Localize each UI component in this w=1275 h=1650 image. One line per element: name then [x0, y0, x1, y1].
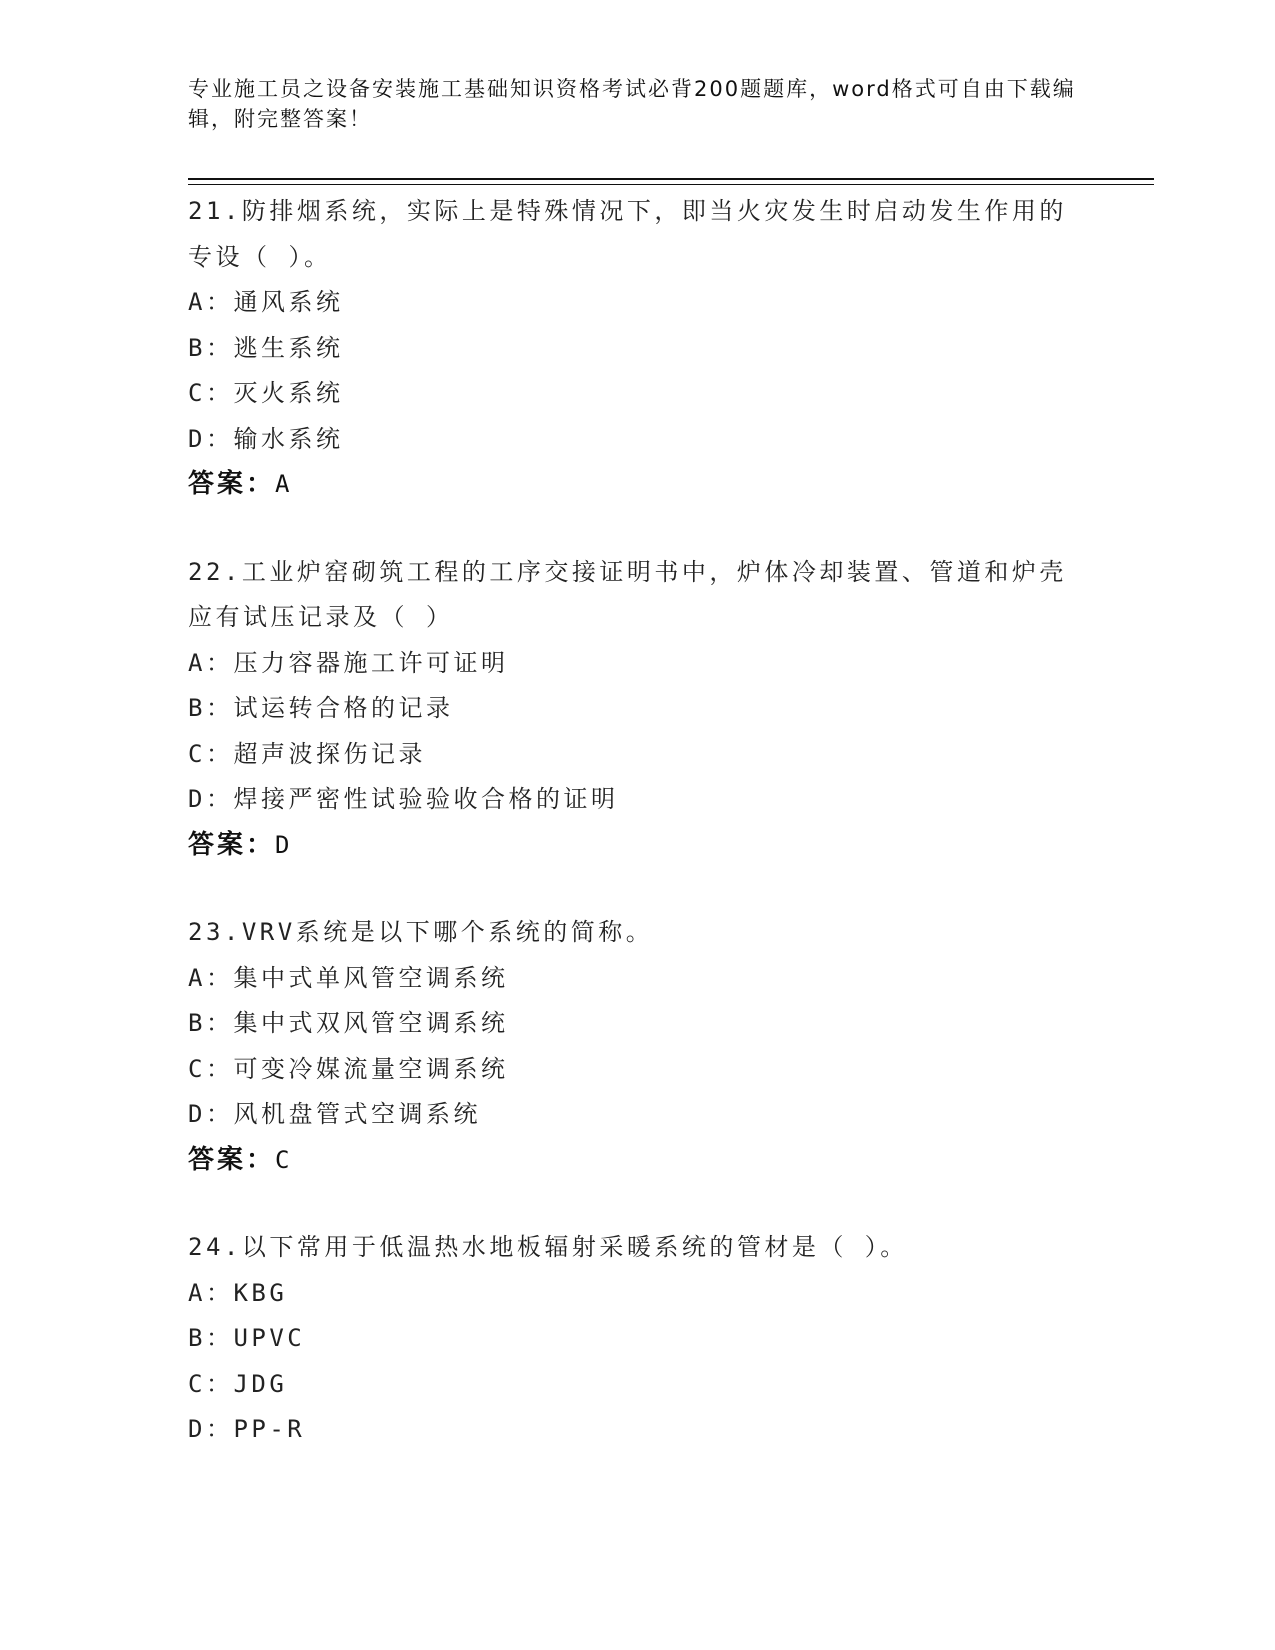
option-a: A：通风系统: [188, 288, 344, 316]
option-a: A：集中式单风管空调系统: [188, 963, 509, 992]
option-b: B：逃生系统: [188, 333, 344, 362]
question-stem: 24.以下常用于低温热水地板辐射采暖系统的管材是（ ）。: [188, 1233, 908, 1261]
answer-label: 答案：: [188, 469, 276, 499]
question-24: [188, 1225, 1088, 1453]
option-c: C：可变冷媒流量空调系统: [188, 1054, 509, 1083]
header-divider-thick: [188, 178, 1154, 180]
question-stem: 21.防排烟系统，实际上是特殊情况下，即当火灾发生时启动发生作用的专设（ ）。: [188, 197, 1067, 271]
answer-value: D: [275, 830, 290, 859]
question-list: [188, 189, 1088, 1495]
option-d: D：输水系统: [188, 424, 344, 453]
option-a: A：KBG: [188, 1278, 288, 1307]
answer-value: C: [275, 1145, 290, 1174]
document-header: 专业施工员之设备安装施工基础知识资格考试必背200题题库，word格式可自由下载编辑，附完整答案！: [188, 77, 1076, 131]
answer-label: 答案：: [188, 1144, 276, 1175]
option-d: D：风机盘管式空调系统: [188, 1100, 481, 1128]
question-22: [188, 550, 1088, 869]
option-c: C：超声波探伤记录: [188, 739, 426, 768]
header-divider-thin: [188, 184, 1154, 185]
question-23: [188, 910, 1088, 1183]
answer: [188, 823, 1088, 869]
option-d: D：PP-R: [188, 1415, 306, 1443]
option-d: D：焊接严密性试验验收合格的证明: [188, 785, 619, 813]
option-b: B：试运转合格的记录: [188, 694, 454, 722]
option-a: A：压力容器施工许可证明: [188, 648, 509, 677]
question-stem: 23.VRV系统是以下哪个系统的简称。: [188, 918, 654, 946]
question-21: [188, 189, 1088, 508]
option-b: B：集中式双风管空调系统: [188, 1009, 509, 1037]
option-b: B：UPVC: [188, 1324, 306, 1352]
answer-value: A: [275, 470, 290, 498]
answer: [188, 1138, 1088, 1184]
option-c: C：JDG: [188, 1369, 288, 1398]
answer: [188, 462, 1088, 508]
question-stem: 22.工业炉窑砌筑工程的工序交接证明书中，炉体冷却装置、管道和炉壳应有试压记录及（ ）: [188, 557, 1067, 631]
option-c: C：灭火系统: [188, 379, 344, 407]
answer-label: 答案：: [188, 829, 276, 860]
